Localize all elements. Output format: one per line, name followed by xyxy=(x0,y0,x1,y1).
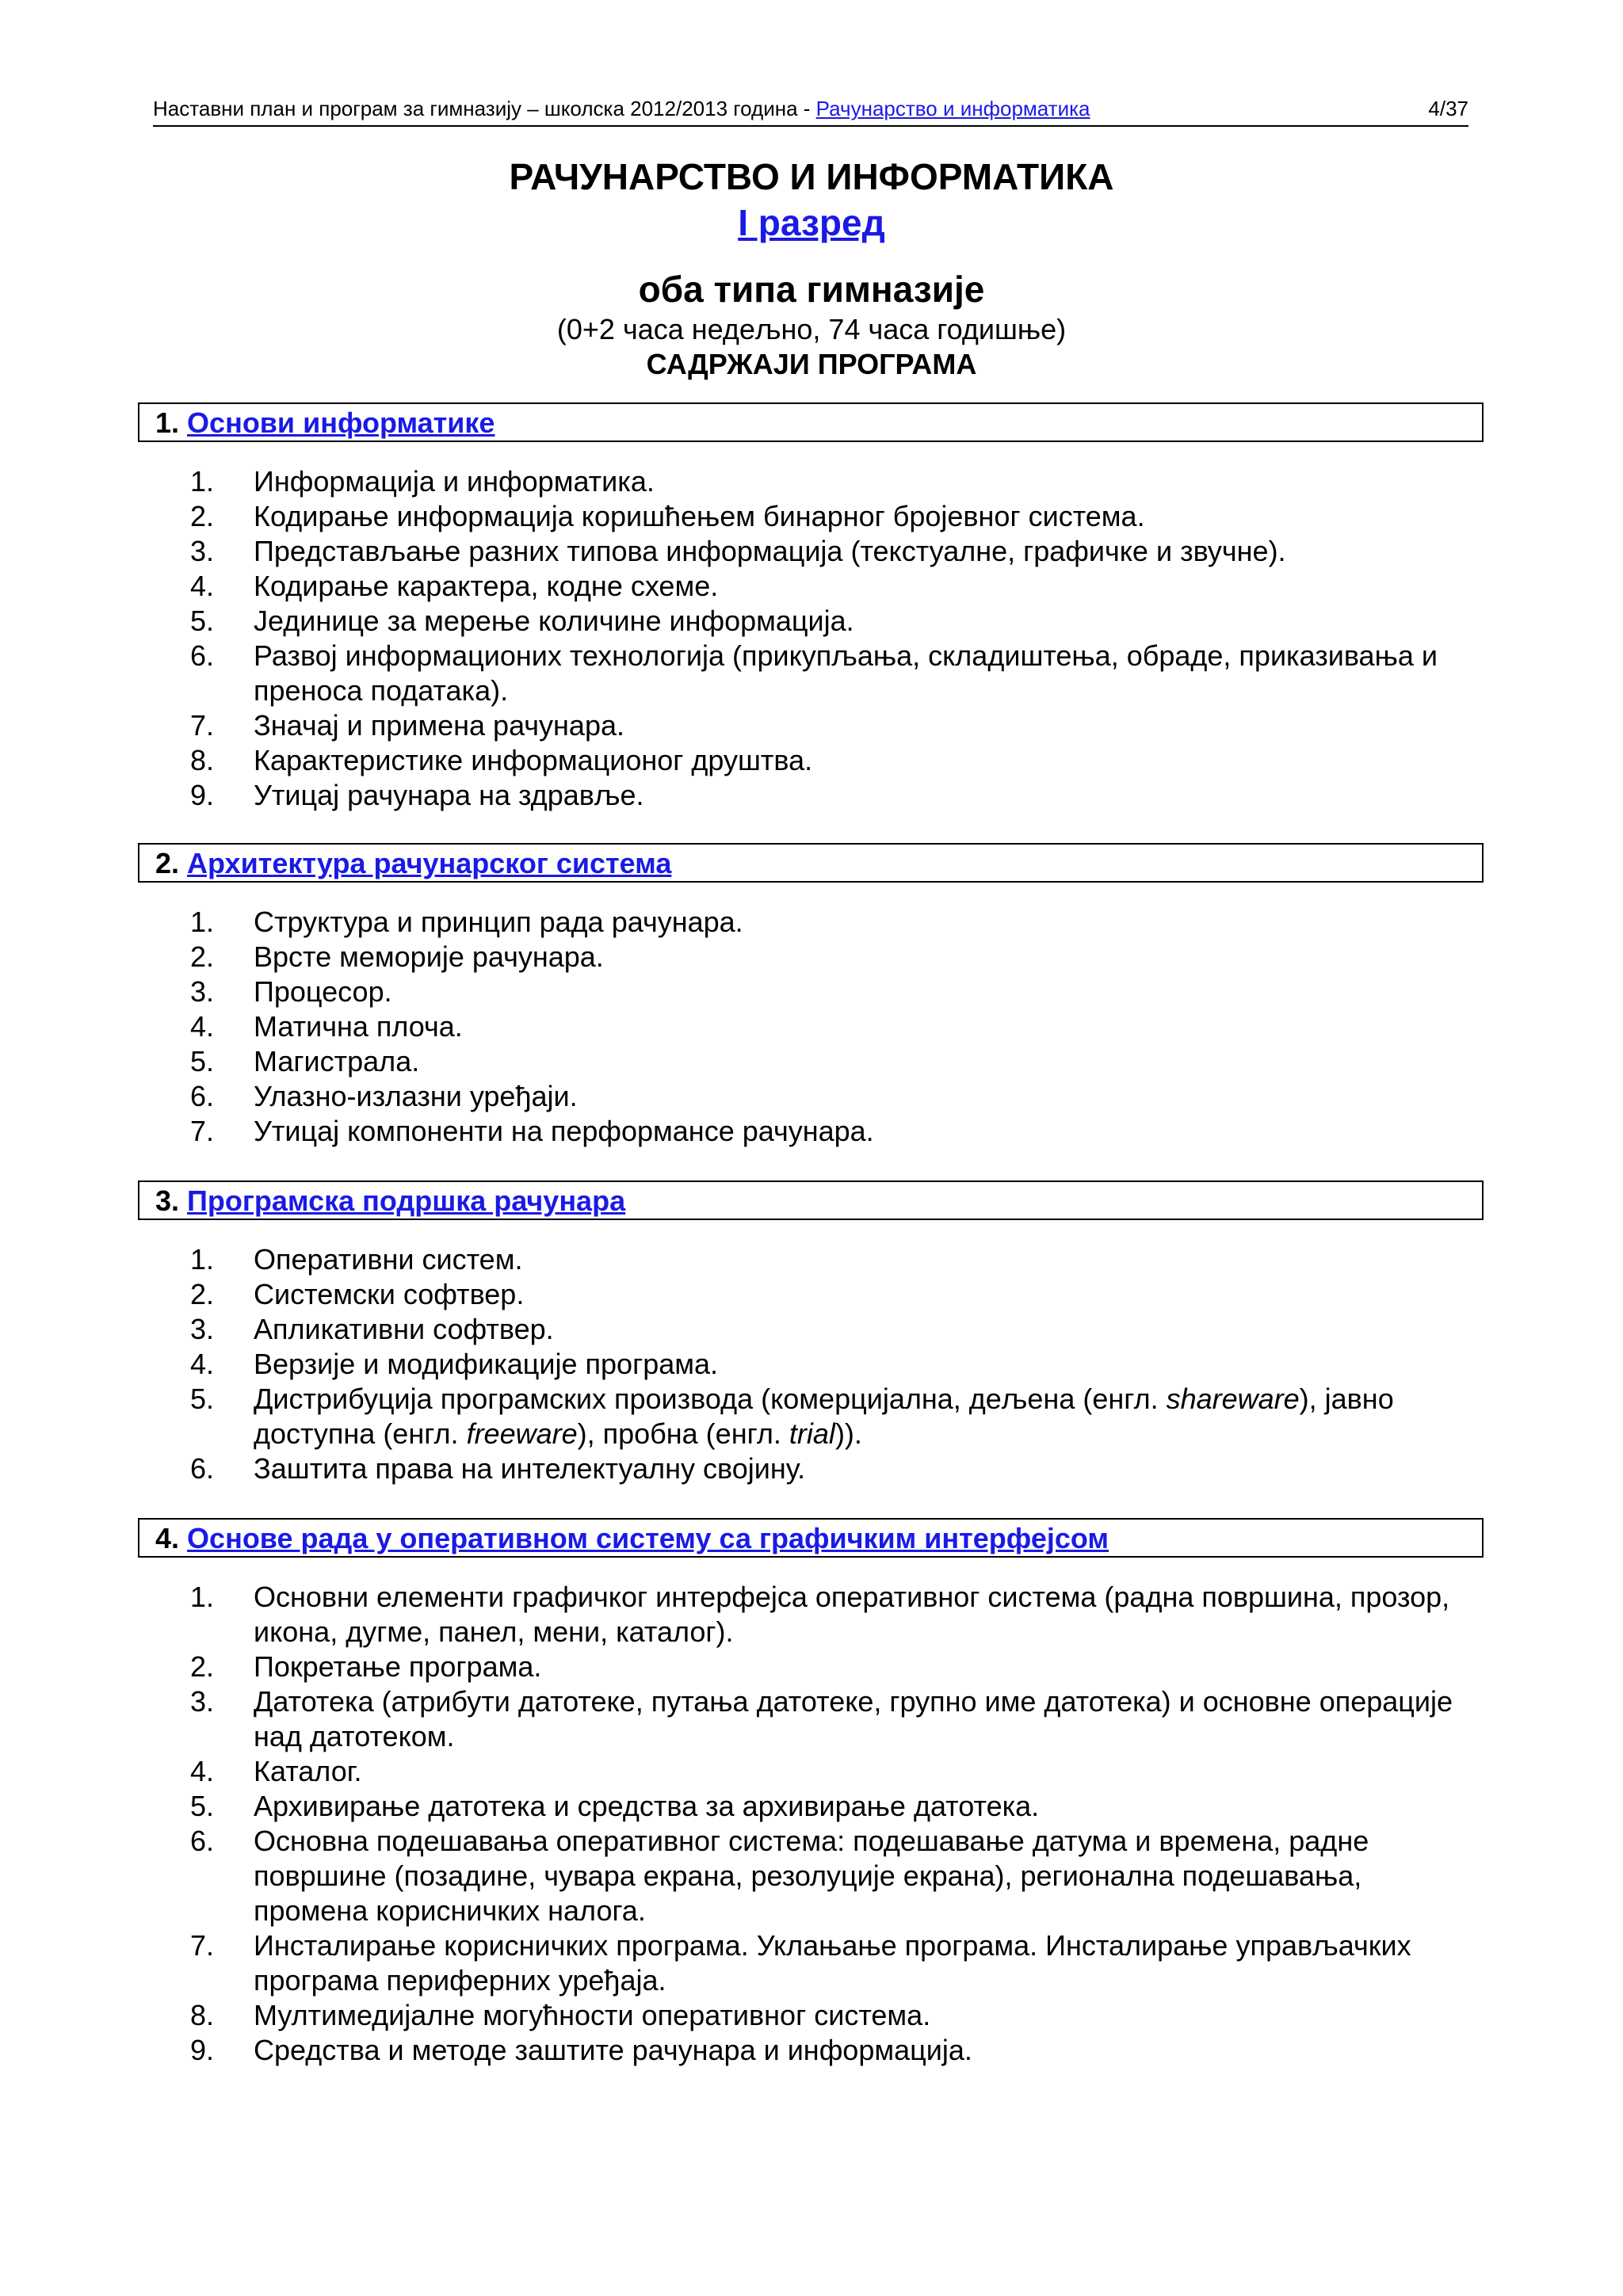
list-item xyxy=(190,905,1474,940)
item-text: Оперативни систем. xyxy=(254,1243,523,1276)
item-text: Врсте меморије рачунара. xyxy=(254,940,604,973)
list-item xyxy=(190,1044,1474,1079)
item-text: Карактеристике информационог друштва. xyxy=(254,744,813,776)
list-item xyxy=(190,1650,1474,1684)
header-text xyxy=(153,97,1090,121)
item-number: 1. xyxy=(190,1581,215,1613)
list-item xyxy=(190,1242,1474,1277)
item-text: Верзије и модификације програма. xyxy=(254,1348,719,1380)
grade-link[interactable]: I разред xyxy=(738,202,885,243)
list-item xyxy=(190,1347,1474,1382)
list-item xyxy=(190,1580,1474,1650)
item-number: 2. xyxy=(190,1650,215,1683)
item-number: 6. xyxy=(190,639,215,672)
item-number: 9. xyxy=(190,779,215,811)
item-number: 2. xyxy=(190,1278,215,1310)
list-item xyxy=(190,464,1474,499)
item-text: Инсталирање корисничких програма. Уклањање програма. Инсталирање управљачких програма периферних уређаја. xyxy=(254,1929,1411,1997)
list-item xyxy=(190,1754,1474,1789)
list-item xyxy=(190,1789,1474,1824)
item-text: Матична плоча. xyxy=(254,1010,463,1043)
list-item xyxy=(190,940,1474,974)
foreign-term: trial xyxy=(789,1417,835,1450)
item-text: Развој информационих технологија (прикупљања, складиштења, обраде, приказивања и преноса података). xyxy=(254,639,1438,707)
foreign-term: shareware xyxy=(1166,1383,1300,1415)
item-text: Архивирање датотека и средства за архивирање датотека. xyxy=(254,1790,1040,1822)
item-number: 7. xyxy=(190,1929,215,1962)
section-4-list xyxy=(190,1580,1474,2068)
list-item xyxy=(190,1684,1474,1754)
section-2-list xyxy=(190,905,1474,1149)
item-text: Магистрала. xyxy=(254,1045,420,1077)
item-text: Утицај рачунара на здравље. xyxy=(254,779,644,811)
item-text: Кодирање информација коришћењем бинарног бројевног система. xyxy=(254,500,1145,532)
item-text: Дистрибуција програмских производа (комерцијална, дељена (енгл. shareware), јавно доступна (енгл. freeware), пробна (енгл. trial)). xyxy=(254,1383,1394,1450)
list-item xyxy=(190,708,1474,743)
section-4-title-link[interactable]: Основе рада у оперативном систему са графичким интерфејсом xyxy=(187,1522,1109,1554)
section-1-title-link[interactable]: Основи информатике xyxy=(187,406,495,439)
item-number: 8. xyxy=(190,1999,215,2031)
list-item xyxy=(190,569,1474,604)
item-number: 3. xyxy=(190,975,215,1008)
gymnasium-type: оба типа гимназије xyxy=(638,269,985,310)
item-number: 4. xyxy=(190,1010,215,1043)
list-item xyxy=(190,1928,1474,1998)
title-block xyxy=(0,154,1623,382)
list-item xyxy=(190,1009,1474,1044)
item-number: 4. xyxy=(190,1755,215,1787)
section-number: 2. xyxy=(155,847,180,879)
item-number: 3. xyxy=(190,1685,215,1718)
item-text: Основни елементи графичког интерфејса оперативног система (радна површина, прозор, икона, дугме, панел, мени, каталог). xyxy=(254,1581,1450,1648)
item-number: 6. xyxy=(190,1452,215,1485)
subject-title: РАЧУНАРСТВО И ИНФОРМАТИКА xyxy=(509,156,1114,197)
item-text: Системски софтвер. xyxy=(254,1278,525,1310)
item-number: 5. xyxy=(190,1790,215,1822)
item-number: 6. xyxy=(190,1080,215,1112)
list-item xyxy=(190,1382,1474,1451)
item-number: 1. xyxy=(190,906,215,938)
item-number: 6. xyxy=(190,1825,215,1857)
item-text: Кодирање карактера, кодне схеме. xyxy=(254,570,719,602)
item-number: 3. xyxy=(190,1313,215,1345)
section-3-title-link[interactable]: Програмска подршка рачунара xyxy=(187,1184,626,1217)
item-number: 5. xyxy=(190,1383,215,1415)
list-item xyxy=(190,499,1474,534)
list-item xyxy=(190,1824,1474,1928)
item-number: 3. xyxy=(190,535,215,567)
list-item xyxy=(190,1998,1474,2033)
item-number: 4. xyxy=(190,570,215,602)
list-item xyxy=(190,534,1474,569)
section-3-header xyxy=(138,1180,1484,1220)
item-number: 7. xyxy=(190,709,215,742)
item-text: Процесор. xyxy=(254,975,392,1008)
list-item xyxy=(190,1114,1474,1149)
list-item xyxy=(190,974,1474,1009)
list-item xyxy=(190,743,1474,778)
item-text: Значај и примена рачунара. xyxy=(254,709,624,742)
page-header xyxy=(153,93,1468,127)
item-number: 2. xyxy=(190,940,215,973)
section-3-list xyxy=(190,1242,1474,1486)
section-2-title-link[interactable]: Архитектура рачунарског система xyxy=(187,847,672,879)
item-text: Покретање програма. xyxy=(254,1650,542,1683)
item-text: Каталог. xyxy=(254,1755,362,1787)
list-item xyxy=(190,1079,1474,1114)
header-subject-link[interactable]: Рачунарство и информатика xyxy=(815,97,1090,120)
item-text: Заштита права на интелектуалну својину. xyxy=(254,1452,806,1485)
list-item xyxy=(190,1451,1474,1486)
item-number: 5. xyxy=(190,605,215,637)
item-text: Апликативни софтвер. xyxy=(254,1313,554,1345)
item-number: 9. xyxy=(190,2034,215,2066)
section-4-header xyxy=(138,1518,1484,1558)
section-number: 3. xyxy=(155,1184,180,1217)
list-item xyxy=(190,778,1474,813)
list-item xyxy=(190,1277,1474,1312)
item-text: Основна подешавања оперативног система: подешавање датума и времена, радне површине (позадине, чувара екрана, резолуције екрана), регионална подешавања, промена корисничких налога. xyxy=(254,1825,1369,1927)
section-1-header xyxy=(138,402,1484,442)
program-contents-heading: САДРЖАЈИ ПРОГРАМА xyxy=(646,348,977,380)
item-text: Информација и информатика. xyxy=(254,465,655,498)
item-number: 1. xyxy=(190,465,215,498)
list-item xyxy=(190,639,1474,708)
list-item xyxy=(190,2033,1474,2068)
section-number: 4. xyxy=(155,1522,180,1554)
page-number: 4/37 xyxy=(1428,97,1468,120)
item-text: Представљање разних типова информација (текстуалне, графичке и звучне). xyxy=(254,535,1286,567)
section-2-header xyxy=(138,843,1484,883)
header-left-text: Наставни план и програм за гимназију – школска 2012/2013 година - xyxy=(153,97,816,120)
item-number: 4. xyxy=(190,1348,215,1380)
item-number: 1. xyxy=(190,1243,215,1276)
item-number: 5. xyxy=(190,1045,215,1077)
item-number: 7. xyxy=(190,1115,215,1147)
foreign-term: freeware xyxy=(466,1417,578,1450)
section-number: 1. xyxy=(155,406,180,439)
item-number: 2. xyxy=(190,500,215,532)
list-item xyxy=(190,1312,1474,1347)
section-1-list xyxy=(190,464,1474,813)
item-text: Структура и принцип рада рачунара. xyxy=(254,906,743,938)
item-text: Утицај компоненти на перформансе рачунара. xyxy=(254,1115,874,1147)
item-text: Мултимедијалне могућности оперативног система. xyxy=(254,1999,931,2031)
item-number: 8. xyxy=(190,744,215,776)
item-text: Јединице за мерење количине информација. xyxy=(254,605,854,637)
item-text: Улазно-излазни уређаји. xyxy=(254,1080,578,1112)
list-item xyxy=(190,604,1474,639)
item-text: Датотека (атрибути датотеке, путања датотеке, групно име датотека) и основне операције над датотеком. xyxy=(254,1685,1453,1753)
item-text: Средства и методе заштите рачунара и информација. xyxy=(254,2034,972,2066)
weekly-hours: (0+2 часа недељно, 74 часа годишње) xyxy=(556,313,1067,345)
